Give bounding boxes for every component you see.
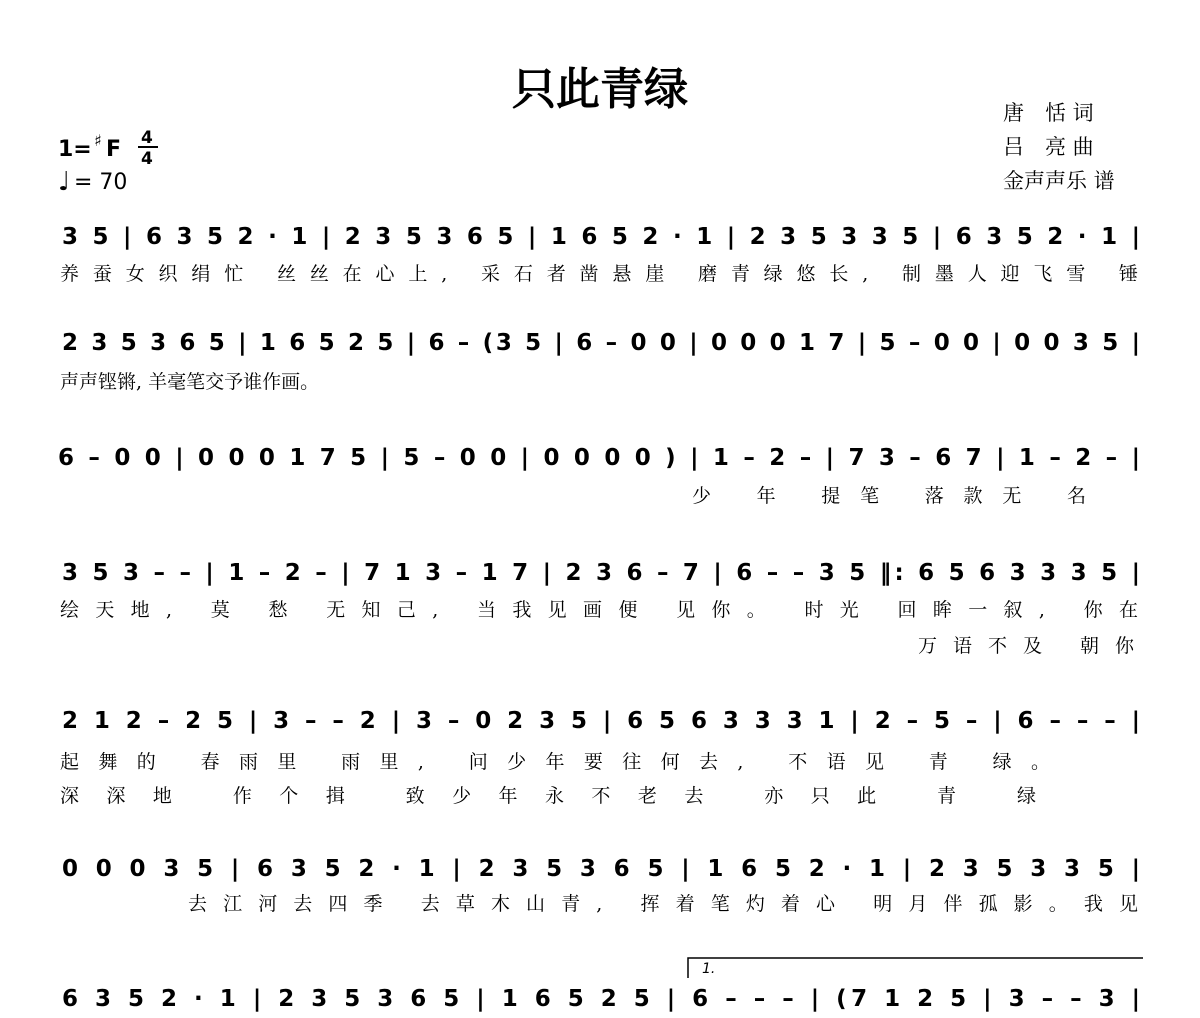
system-4 (60, 560, 1140, 657)
notation-line: 6 – 0 0 | 0 0 0 1 7 5 | 5 – 0 0 | 0 0 0 0 ) | 1 – 2 – | 7 3 – 6 7 | 1 – 2 – | (58, 445, 1140, 471)
lyric-line: 少 年 提笔 落款无 名 (692, 485, 1086, 507)
sharp-sign: ♯ (94, 131, 102, 150)
credit-transcriber: 金声声乐 谱 (1003, 169, 1115, 193)
key-signature (58, 128, 158, 169)
tempo-marking (58, 167, 127, 197)
lyric-line: 绘天地, 莫 愁 无知己, 当我见画便 见你。 时光 回眸一叙, 你在 (60, 599, 1138, 621)
notation-line: 2 3 5 3 6 5 | 1 6 5 2 5 | 6 – (3 5 | 6 – 0 0 | 0 0 0 1 7 | 5 – 0 0 | 0 0 3 5 | (62, 330, 1141, 356)
lyric-line: 声声铿锵, 羊毫笔交予谁作画。 (60, 371, 320, 393)
notation-line: 3 5 3 – – | 1 – 2 – | 7 1 3 – 1 7 | 2 3 6 – 7 | 6 – – 3 5 ‖: 6 5 6 3 3 3 5 | (62, 560, 1141, 586)
time-numerator: 4 (141, 128, 153, 148)
lyric-line: 养蚕女织绢忙 丝丝在心上, 采石者凿悬崖 磨青绿悠长, 制墨人迎飞雪 锤 (60, 263, 1138, 285)
lyric-line: 起舞的 春雨里 雨里, 问少年要往何去, 不语见 青 绿。 (60, 751, 1050, 773)
system-2 (60, 330, 1140, 393)
system-5 (60, 708, 1140, 807)
notation-line: 6 3 5 2 · 1 | 2 3 5 3 6 5 | 1 6 5 2 5 | 6 – – – | (7 1 2 5 | 3 – – 3 | (62, 986, 1140, 1012)
credit-lyricist: 唐 恬 词 (1003, 101, 1094, 125)
volta-bracket (688, 958, 1143, 978)
tempo-value: = 70 (74, 170, 128, 195)
notation-line: 3 5 | 6 3 5 2 · 1 | 2 3 5 3 6 5 | 1 6 5 2 · 1 | 2 3 5 3 3 5 | 6 3 5 2 · 1 | (62, 224, 1140, 250)
volta-label: 1. (702, 961, 716, 977)
notation-line: 2 1 2 – 2 5 | 3 – – 2 | 3 – 0 2 3 5 | 6 5 6 3 3 3 1 | 2 – 5 – | 6 – – – | (62, 708, 1140, 734)
notation-line: 0 0 0 3 5 | 6 3 5 2 · 1 | 2 3 5 3 6 5 | 1 6 5 2 · 1 | 2 3 5 3 3 5 | (62, 856, 1140, 882)
quarter-note-icon: ♩ (58, 167, 71, 197)
key-letter: F (106, 137, 122, 162)
credit-composer: 吕 亮 曲 (1003, 135, 1094, 159)
lyric-line-2: 万语不及 朝你 (918, 635, 1134, 657)
system-6 (62, 856, 1140, 915)
lyric-line: 去江河去四季 去草木山青, 挥着笔灼着心 明月伴孤影。我见 (188, 893, 1138, 915)
key-prefix: 1= (58, 137, 92, 162)
lyric-line-2: 深深地 作个揖 致少年永不老去 亦只此 青 绿 (60, 785, 1036, 807)
system-3 (58, 445, 1140, 507)
system-1 (60, 224, 1140, 285)
time-denominator: 4 (141, 149, 153, 169)
song-title: 只此青绿 (512, 64, 688, 115)
system-7 (62, 958, 1143, 1012)
